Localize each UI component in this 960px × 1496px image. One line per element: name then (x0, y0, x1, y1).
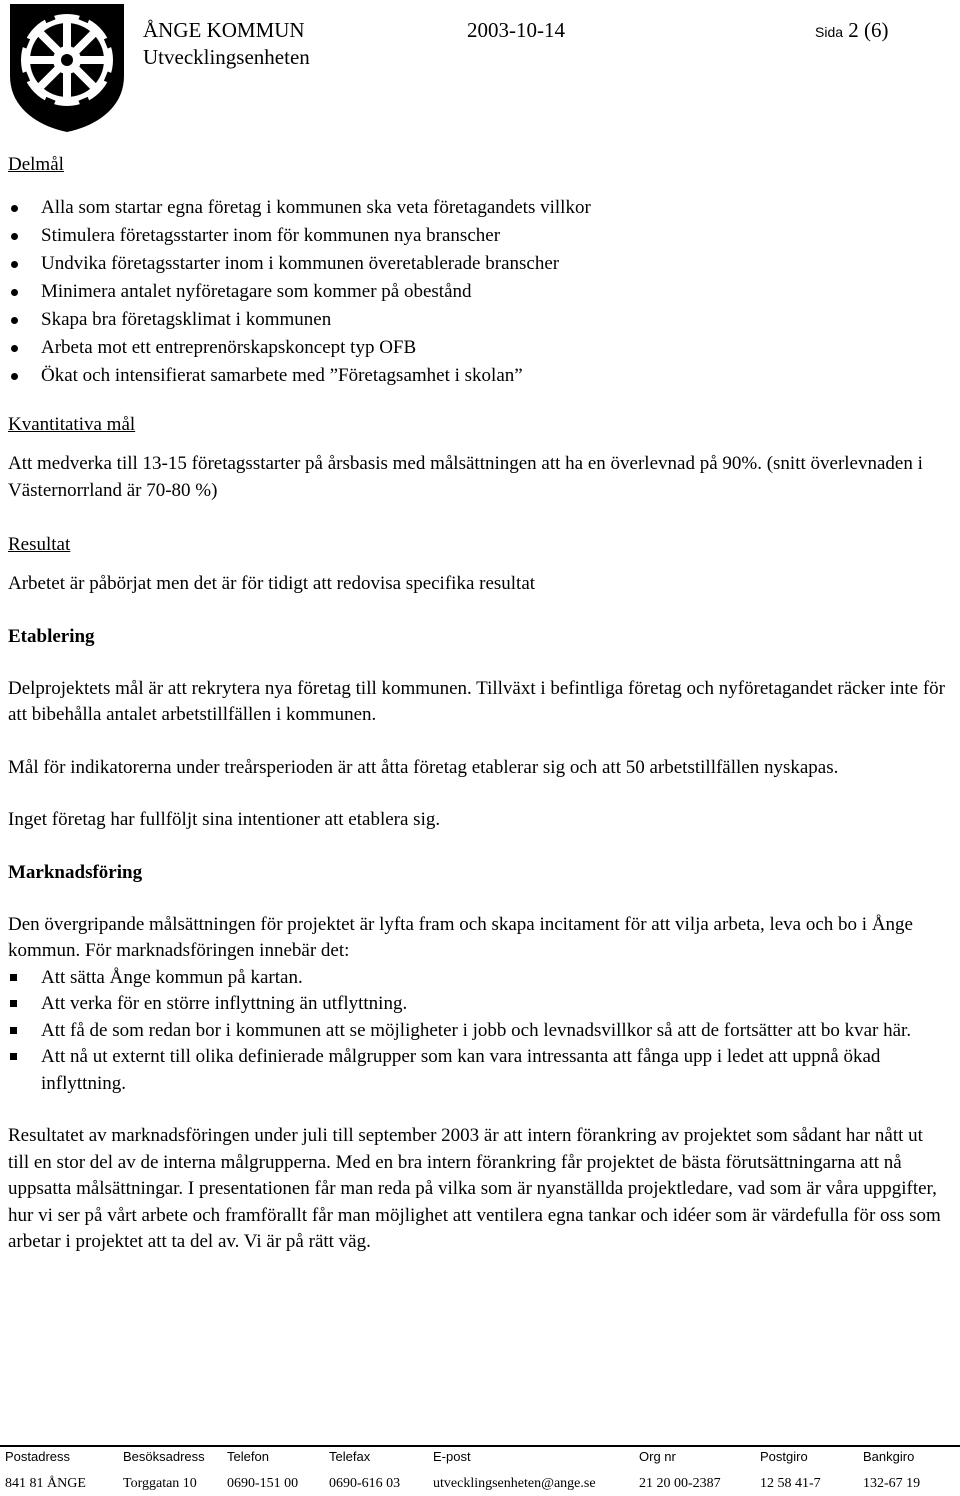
etablering-paragraph-1: Delprojektets mål är att rekrytera nya företag till kommunen. Tillväxt i befintliga företag och nyföretagandet räcker inte för att bibehålla antalet arbetstillfällen i kommunen. (8, 677, 946, 725)
etablering-paragraph-3: Inget företag har fullföljt sina intentioner att etablera sig. (8, 809, 441, 830)
list-item: Att få de som redan bor i kommunen att se möjligheter i jobb och levnadsvillkor så att de fortsätter att bo kvar här. (8, 1018, 948, 1045)
list-item: Att sätta Ånge kommun på kartan. (8, 965, 948, 992)
footer-label-telefax: Telefax (329, 1449, 371, 1464)
page-indicator (815, 18, 889, 44)
footer-label-telefon: Telefon (227, 1449, 269, 1464)
bullet-dot-icon (11, 233, 18, 240)
bullet-square-icon (10, 974, 17, 981)
list-item: Minimera antalet nyföretagare som kommer på obestånd (8, 278, 948, 306)
page-number: 2 (6) (848, 18, 889, 42)
document-body (8, 152, 948, 1256)
list-item: Alla som startar egna företag i kommunen ska veta företagandets villkor (8, 194, 948, 222)
footer-value-postadress: 841 81 ÅNGE (5, 1476, 86, 1491)
footer-value-epost: utvecklingsenheten@ange.se (433, 1476, 596, 1491)
footer-label-bankgiro: Bankgiro (863, 1449, 915, 1464)
marknadsforing-intro: Den övergripande målsättningen för projektet är lyfta fram och skapa incitament för att vilja arbeta, leva och bo i Ånge kommun. För marknadsföringen innebär det: (8, 913, 913, 961)
heading-delmal: Delmål (8, 154, 64, 175)
list-item: Undvika företagsstarter inom i kommunen överetablerade branscher (8, 250, 948, 278)
bullet-square-icon (10, 1000, 17, 1007)
footer-label-postgiro: Postgiro (760, 1449, 808, 1464)
list-item: Skapa bra företagsklimat i kommunen (8, 306, 948, 334)
heading-etablering: Etablering (8, 625, 95, 647)
bullet-dot-icon (11, 373, 18, 380)
bullet-dot-icon (11, 205, 18, 212)
bullet-dot-icon (11, 261, 18, 268)
footer-value-telefon: 0690-151 00 (227, 1476, 299, 1491)
footer-value-bankgiro: 132-67 19 (863, 1476, 921, 1491)
marknadsforing-result: Resultatet av marknadsföringen under juli till september 2003 är att intern förankring av projektet som sådant har nått ut till en stor del av de interna målgrupperna. Med en bra intern förankring får projektet de bästa förutsättningarna att nå uppsatta målsättningar. I presentationen får man reda på vilka som är nyanställda projektledare, vad som är våra uppgifter, hur vi ser på vårt arbete och framförallt får man möjlighet att ventilera egna tankar och idéer som är värdefulla för oss som arbetar i projektet att ta del av. Vi är på rätt väg. (8, 1125, 941, 1252)
heading-resultat: Resultat (8, 534, 71, 555)
footer-label-besoksadress: Besöksadress (123, 1449, 205, 1464)
list-item: Ökat och intensifierat samarbete med ”Företagsamhet i skolan” (8, 362, 948, 390)
bullet-dot-icon (11, 289, 18, 296)
footer-rule (0, 1445, 960, 1447)
resultat-text: Arbetet är påbörjat men det är för tidigt att redovisa specifika resultat (8, 573, 536, 594)
document-date: 2003-10-14 (467, 18, 565, 42)
list-item: Arbeta mot ett entreprenörskapskoncept typ OFB (8, 334, 948, 362)
footer-value-orgnr: 21 20 00-2387 (639, 1476, 721, 1491)
list-item: Att nå ut externt till olika definierade målgrupper som kan vara intressanta att fånga upp i ledet att uppnå ökad inflyttning. (8, 1044, 948, 1097)
etablering-paragraph-2: Mål för indikatorerna under treårsperioden är att åtta företag etablerar sig och att 50 arbetstillfällen nyskapas. (8, 756, 839, 778)
bullet-dot-icon (11, 345, 18, 352)
kvantitativa-mal-text: Att medverka till 13-15 företagsstarter på årsbasis med målsättningen att ha en överlevnad på 90%. (snitt överlevnaden i Västernorrland är 70-80 %) (8, 453, 923, 501)
list-item: Att verka för en större inflyttning än utflyttning. (8, 991, 948, 1018)
page-label: Sida (815, 24, 844, 40)
marknadsforing-list (8, 965, 948, 1098)
footer-value-postgiro: 12 58 41-7 (760, 1476, 821, 1491)
bullet-square-icon (10, 1027, 17, 1034)
department-name: Utvecklingsenheten (143, 45, 310, 69)
bullet-square-icon (10, 1053, 17, 1060)
delmal-list (8, 194, 948, 390)
coat-of-arms-logo (8, 2, 126, 134)
bullet-dot-icon (11, 317, 18, 324)
footer-value-telefax: 0690-616 03 (329, 1476, 401, 1491)
footer-label-epost: E-post (433, 1449, 471, 1464)
footer-label-postadress: Postadress (5, 1449, 71, 1464)
heading-kvantitativa-mal: Kvantitativa mål (8, 414, 136, 435)
list-item: Stimulera företagsstarter inom för kommunen nya branscher (8, 222, 948, 250)
footer-value-besoksadress: Torggatan 10 (123, 1476, 197, 1491)
heading-marknadsforing: Marknadsföring (8, 861, 143, 883)
page-footer (0, 1440, 960, 1496)
org-name: ÅNGE KOMMUN (143, 18, 305, 42)
footer-label-orgnr: Org nr (639, 1449, 676, 1464)
